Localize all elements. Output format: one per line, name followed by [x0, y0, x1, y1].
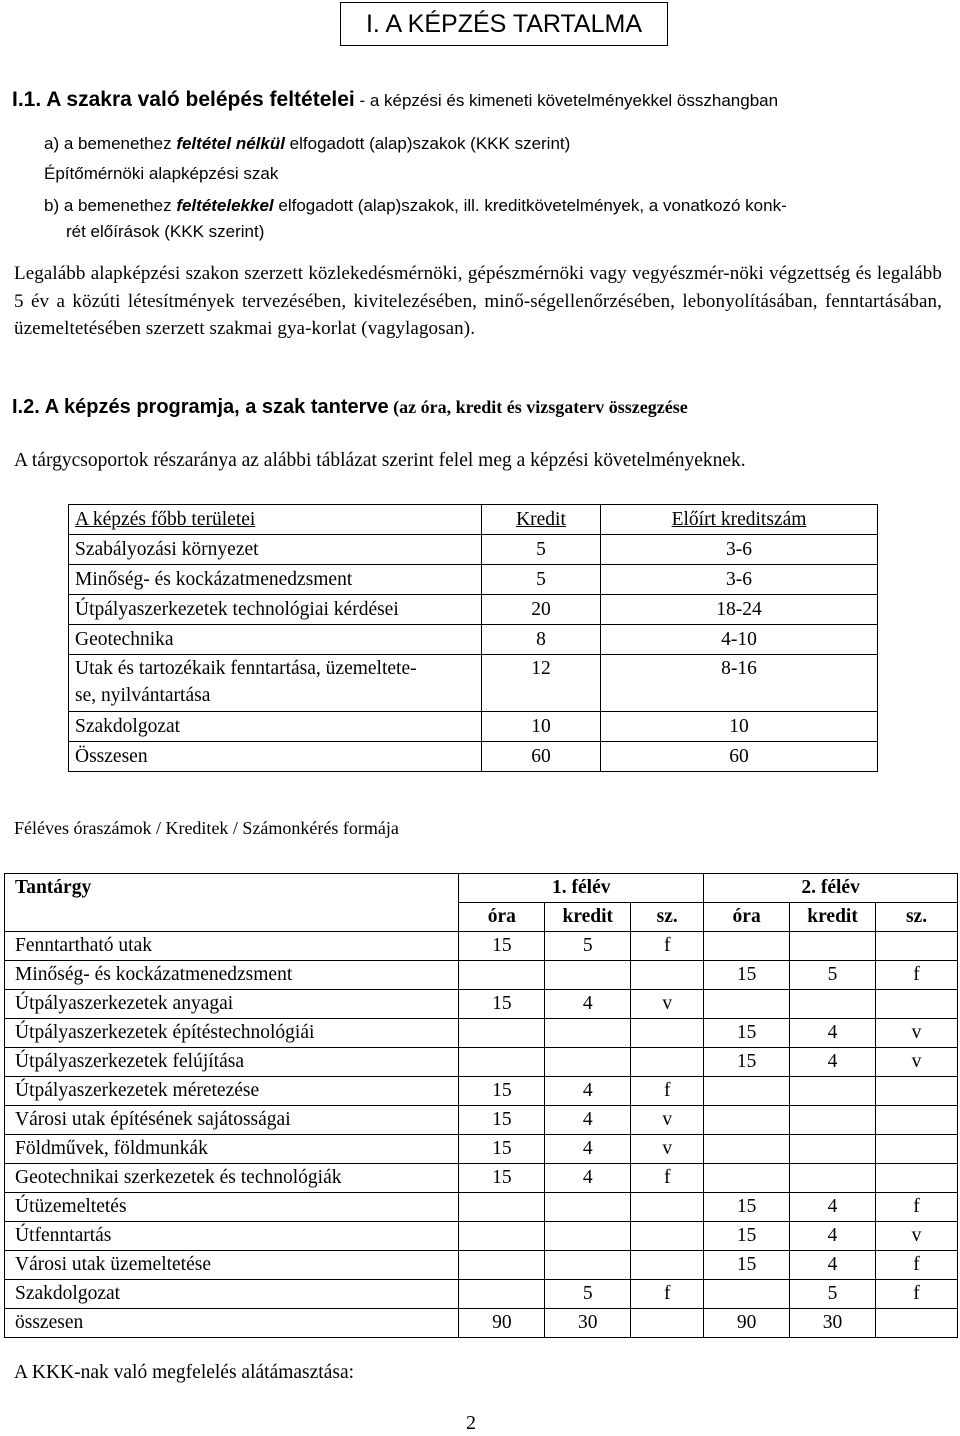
hours-1: 15	[459, 932, 545, 961]
requirements-paragraph: Legalább alapképzési szakon szerzett közlekedésmérnöki, gépészmérnöki vagy vegyészmér-nöki végzettség és legalább 5 év a közúti létesítmények tervezésében, kivitelezésében, minő-ségellenőrzésében, lebonyolításában, fenntartásában, üzemeltetésében szerzett szakmai gya-korlat (vagylagosan).	[14, 263, 942, 339]
exam-1	[631, 1019, 704, 1048]
credit-1: 4	[545, 1135, 631, 1164]
item-a-prefix: a) a bemenethez	[44, 134, 177, 153]
table-row	[5, 1193, 958, 1222]
hours-1: 15	[459, 1164, 545, 1193]
hours-2	[704, 1077, 790, 1106]
credit-2	[790, 990, 876, 1019]
area-name-line1: Utak és tartozékaik fenntartása, üzemeltete-	[75, 658, 417, 679]
table-row	[69, 655, 878, 712]
area-credit: 20	[482, 595, 601, 625]
semester-header-row	[5, 874, 958, 903]
item-b	[44, 196, 787, 216]
hours-2	[704, 1280, 790, 1309]
area-credit: 5	[482, 565, 601, 595]
hours-1	[459, 961, 545, 990]
hours-2: 15	[704, 1193, 790, 1222]
exam-1: v	[631, 1106, 704, 1135]
subject-name: Útpályaszerkezetek felújítása	[5, 1048, 459, 1077]
exam-2: v	[876, 1222, 958, 1251]
hours-2	[704, 1135, 790, 1164]
credit-1: 5	[545, 1280, 631, 1309]
credit-1	[545, 1019, 631, 1048]
hours-1	[459, 1193, 545, 1222]
hours-1	[459, 1280, 545, 1309]
exam-2	[876, 932, 958, 961]
hours-2	[704, 990, 790, 1019]
table-row	[5, 1077, 958, 1106]
table-row	[69, 565, 878, 595]
semester-subheader-row	[5, 903, 958, 932]
table-row	[5, 990, 958, 1019]
exam-2: f	[876, 1251, 958, 1280]
exam-1	[631, 961, 704, 990]
header-semester-2: 2. félév	[704, 874, 958, 903]
exam-1	[631, 1222, 704, 1251]
hours-2: 90	[704, 1309, 790, 1338]
exam-1	[631, 1048, 704, 1077]
header-subject: Tantárgy	[5, 874, 459, 903]
area-credit: 5	[482, 535, 601, 565]
exam-2	[876, 1309, 958, 1338]
exam-1	[631, 1251, 704, 1280]
header-area: A képzés főbb területei	[69, 505, 482, 535]
hours-1	[459, 1222, 545, 1251]
semester-body	[5, 932, 958, 1338]
subject-name: Városi utak építésének sajátosságai	[5, 1106, 459, 1135]
credit-2: 4	[790, 1193, 876, 1222]
area-credit: 12	[482, 655, 601, 712]
subheader-hours-1: óra	[459, 903, 545, 932]
exam-1	[631, 1193, 704, 1222]
exam-2	[876, 1077, 958, 1106]
area-required: 60	[601, 742, 878, 772]
credit-2: 4	[790, 1222, 876, 1251]
credit-2	[790, 932, 876, 961]
exam-1: f	[631, 1164, 704, 1193]
item-a	[44, 134, 570, 154]
hours-2: 15	[704, 1048, 790, 1077]
section-2-sentence: A tárgycsoportok részaránya az alábbi táblázat szerint felel meg a képzési követelményeknek.	[14, 450, 746, 471]
credit-2	[790, 1077, 876, 1106]
credit-1	[545, 1251, 631, 1280]
area-required: 18-24	[601, 595, 878, 625]
table-row	[5, 1251, 958, 1280]
area-required: 4-10	[601, 625, 878, 655]
hours-2: 15	[704, 961, 790, 990]
section-1-subtitle: - a képzési és kimeneti követelményekkel összhangban	[354, 91, 779, 110]
hours-1: 15	[459, 1077, 545, 1106]
subject-name: Útpályaszerkezetek építéstechnológiái	[5, 1019, 459, 1048]
subject-name: Földművek, földmunkák	[5, 1135, 459, 1164]
hours-2: 15	[704, 1222, 790, 1251]
area-credit: 8	[482, 625, 601, 655]
exam-2: v	[876, 1048, 958, 1077]
table-row	[5, 1164, 958, 1193]
table-row	[5, 1106, 958, 1135]
subheader-credit-2: kredit	[790, 903, 876, 932]
hours-1: 90	[459, 1309, 545, 1338]
subject-name: Szakdolgozat	[5, 1280, 459, 1309]
item-a-program: Építőmérnöki alapképzési szak	[44, 164, 279, 183]
exam-2	[876, 1164, 958, 1193]
section-2-heading	[12, 396, 688, 419]
area-name: Minőség- és kockázatmenedzsment	[69, 565, 482, 595]
subject-name: Útüzemeltetés	[5, 1193, 459, 1222]
hours-1	[459, 1251, 545, 1280]
credit-2: 4	[790, 1251, 876, 1280]
hours-1: 15	[459, 1106, 545, 1135]
area-name	[69, 655, 482, 712]
credit-1	[545, 1193, 631, 1222]
hours-1	[459, 1019, 545, 1048]
exam-2: f	[876, 961, 958, 990]
subject-name: Városi utak üzemeltetése	[5, 1251, 459, 1280]
subject-name: Útpályaszerkezetek anyagai	[5, 990, 459, 1019]
credit-2	[790, 1164, 876, 1193]
area-required: 8-16	[601, 655, 878, 712]
credit-1: 4	[545, 1164, 631, 1193]
item-a-suffix: elfogadott (alap)szakok (KKK szerint)	[284, 134, 571, 153]
area-credit: 60	[482, 742, 601, 772]
credit-2	[790, 1106, 876, 1135]
subheader-hours-2: óra	[704, 903, 790, 932]
table-row	[5, 1048, 958, 1077]
table-row	[5, 1280, 958, 1309]
section-1-title: A szakra való belépés feltételei	[46, 88, 355, 111]
exam-2	[876, 1135, 958, 1164]
subject-name: Útpályaszerkezetek méretezése	[5, 1077, 459, 1106]
kkk-compliance-line: A KKK-nak való megfelelés alátámasztása:	[14, 1362, 355, 1383]
exam-2: f	[876, 1193, 958, 1222]
exam-2	[876, 1106, 958, 1135]
hours-1	[459, 1048, 545, 1077]
item-b-prefix: b) a bemenethez	[44, 196, 177, 215]
subheader-exam-1: sz.	[631, 903, 704, 932]
table-row	[69, 712, 878, 742]
header-semester-1: 1. félév	[459, 874, 704, 903]
hours-2	[704, 1106, 790, 1135]
credit-2	[790, 1135, 876, 1164]
header-subject-spacer	[5, 903, 459, 932]
exam-1: v	[631, 1135, 704, 1164]
table-row	[69, 742, 878, 772]
area-name: Szabályozási környezet	[69, 535, 482, 565]
table-row	[5, 1019, 958, 1048]
section-2-number: I.2.	[12, 396, 40, 418]
credit-2: 5	[790, 961, 876, 990]
area-name: Geotechnika	[69, 625, 482, 655]
table-row	[69, 535, 878, 565]
section-2-subtitle: (az óra, kredit és vizsgaterv összegzése	[388, 397, 688, 417]
item-b-emphasis: feltételekkel	[176, 196, 274, 215]
item-b-continuation: rét előírások (KKK szerint)	[66, 222, 265, 241]
hours-1: 15	[459, 990, 545, 1019]
subject-name: összesen	[5, 1309, 459, 1338]
header-required-credit: Előírt kreditszám	[601, 505, 878, 535]
credit-2: 4	[790, 1048, 876, 1077]
exam-2: v	[876, 1019, 958, 1048]
credit-1: 4	[545, 1106, 631, 1135]
hours-2	[704, 1164, 790, 1193]
credit-1	[545, 1048, 631, 1077]
exam-1: f	[631, 1077, 704, 1106]
hours-2	[704, 932, 790, 961]
training-areas-table	[68, 504, 878, 772]
area-name: Szakdolgozat	[69, 712, 482, 742]
page-number: 2	[466, 1412, 476, 1434]
subject-name: Geotechnikai szerkezetek és technológiák	[5, 1164, 459, 1193]
credit-1: 30	[545, 1309, 631, 1338]
credit-1	[545, 961, 631, 990]
credit-2: 4	[790, 1019, 876, 1048]
table-row	[5, 1309, 958, 1338]
subheader-credit-1: kredit	[545, 903, 631, 932]
exam-1: f	[631, 1280, 704, 1309]
item-b-suffix: elfogadott (alap)szakok, ill. kreditkövetelmények, a vonatkozó konk-	[273, 196, 787, 215]
subheader-exam-2: sz.	[876, 903, 958, 932]
section-1-number: I.1.	[12, 88, 42, 111]
exam-1: v	[631, 990, 704, 1019]
exam-2	[876, 990, 958, 1019]
table-header-row	[69, 505, 878, 535]
area-required: 3-6	[601, 535, 878, 565]
area-name: Útpályaszerkezetek technológiai kérdései	[69, 595, 482, 625]
credit-1: 4	[545, 990, 631, 1019]
area-name-line2: se, nyilvántartása	[75, 685, 211, 706]
credit-2: 5	[790, 1280, 876, 1309]
table-row	[5, 932, 958, 961]
page-title: I. A KÉPZÉS TARTALMA	[340, 2, 668, 46]
credit-1: 4	[545, 1077, 631, 1106]
hours-2: 15	[704, 1019, 790, 1048]
credit-1: 5	[545, 932, 631, 961]
credit-2: 30	[790, 1309, 876, 1338]
subject-name: Útfenntartás	[5, 1222, 459, 1251]
section-2-title: A képzés programja, a szak tanterve	[44, 396, 389, 418]
area-credit: 10	[482, 712, 601, 742]
hours-2: 15	[704, 1251, 790, 1280]
table-row	[5, 1222, 958, 1251]
section-1-heading	[12, 88, 778, 112]
table-row	[69, 595, 878, 625]
area-required: 10	[601, 712, 878, 742]
hours-1: 15	[459, 1135, 545, 1164]
table-row	[5, 1135, 958, 1164]
table-row	[5, 961, 958, 990]
subject-name: Minőség- és kockázatmenedzsment	[5, 961, 459, 990]
exam-1	[631, 1309, 704, 1338]
semester-table-title: Féléves óraszámok / Kreditek / Számonkérés formája	[14, 818, 399, 838]
exam-2: f	[876, 1280, 958, 1309]
area-name: Összesen	[69, 742, 482, 772]
table-row	[69, 625, 878, 655]
header-credit: Kredit	[482, 505, 601, 535]
area-required: 3-6	[601, 565, 878, 595]
semester-table	[4, 873, 958, 1338]
credit-1	[545, 1222, 631, 1251]
item-a-emphasis: feltétel nélkül	[176, 134, 285, 153]
subject-name: Fenntartható utak	[5, 932, 459, 961]
exam-1: f	[631, 932, 704, 961]
